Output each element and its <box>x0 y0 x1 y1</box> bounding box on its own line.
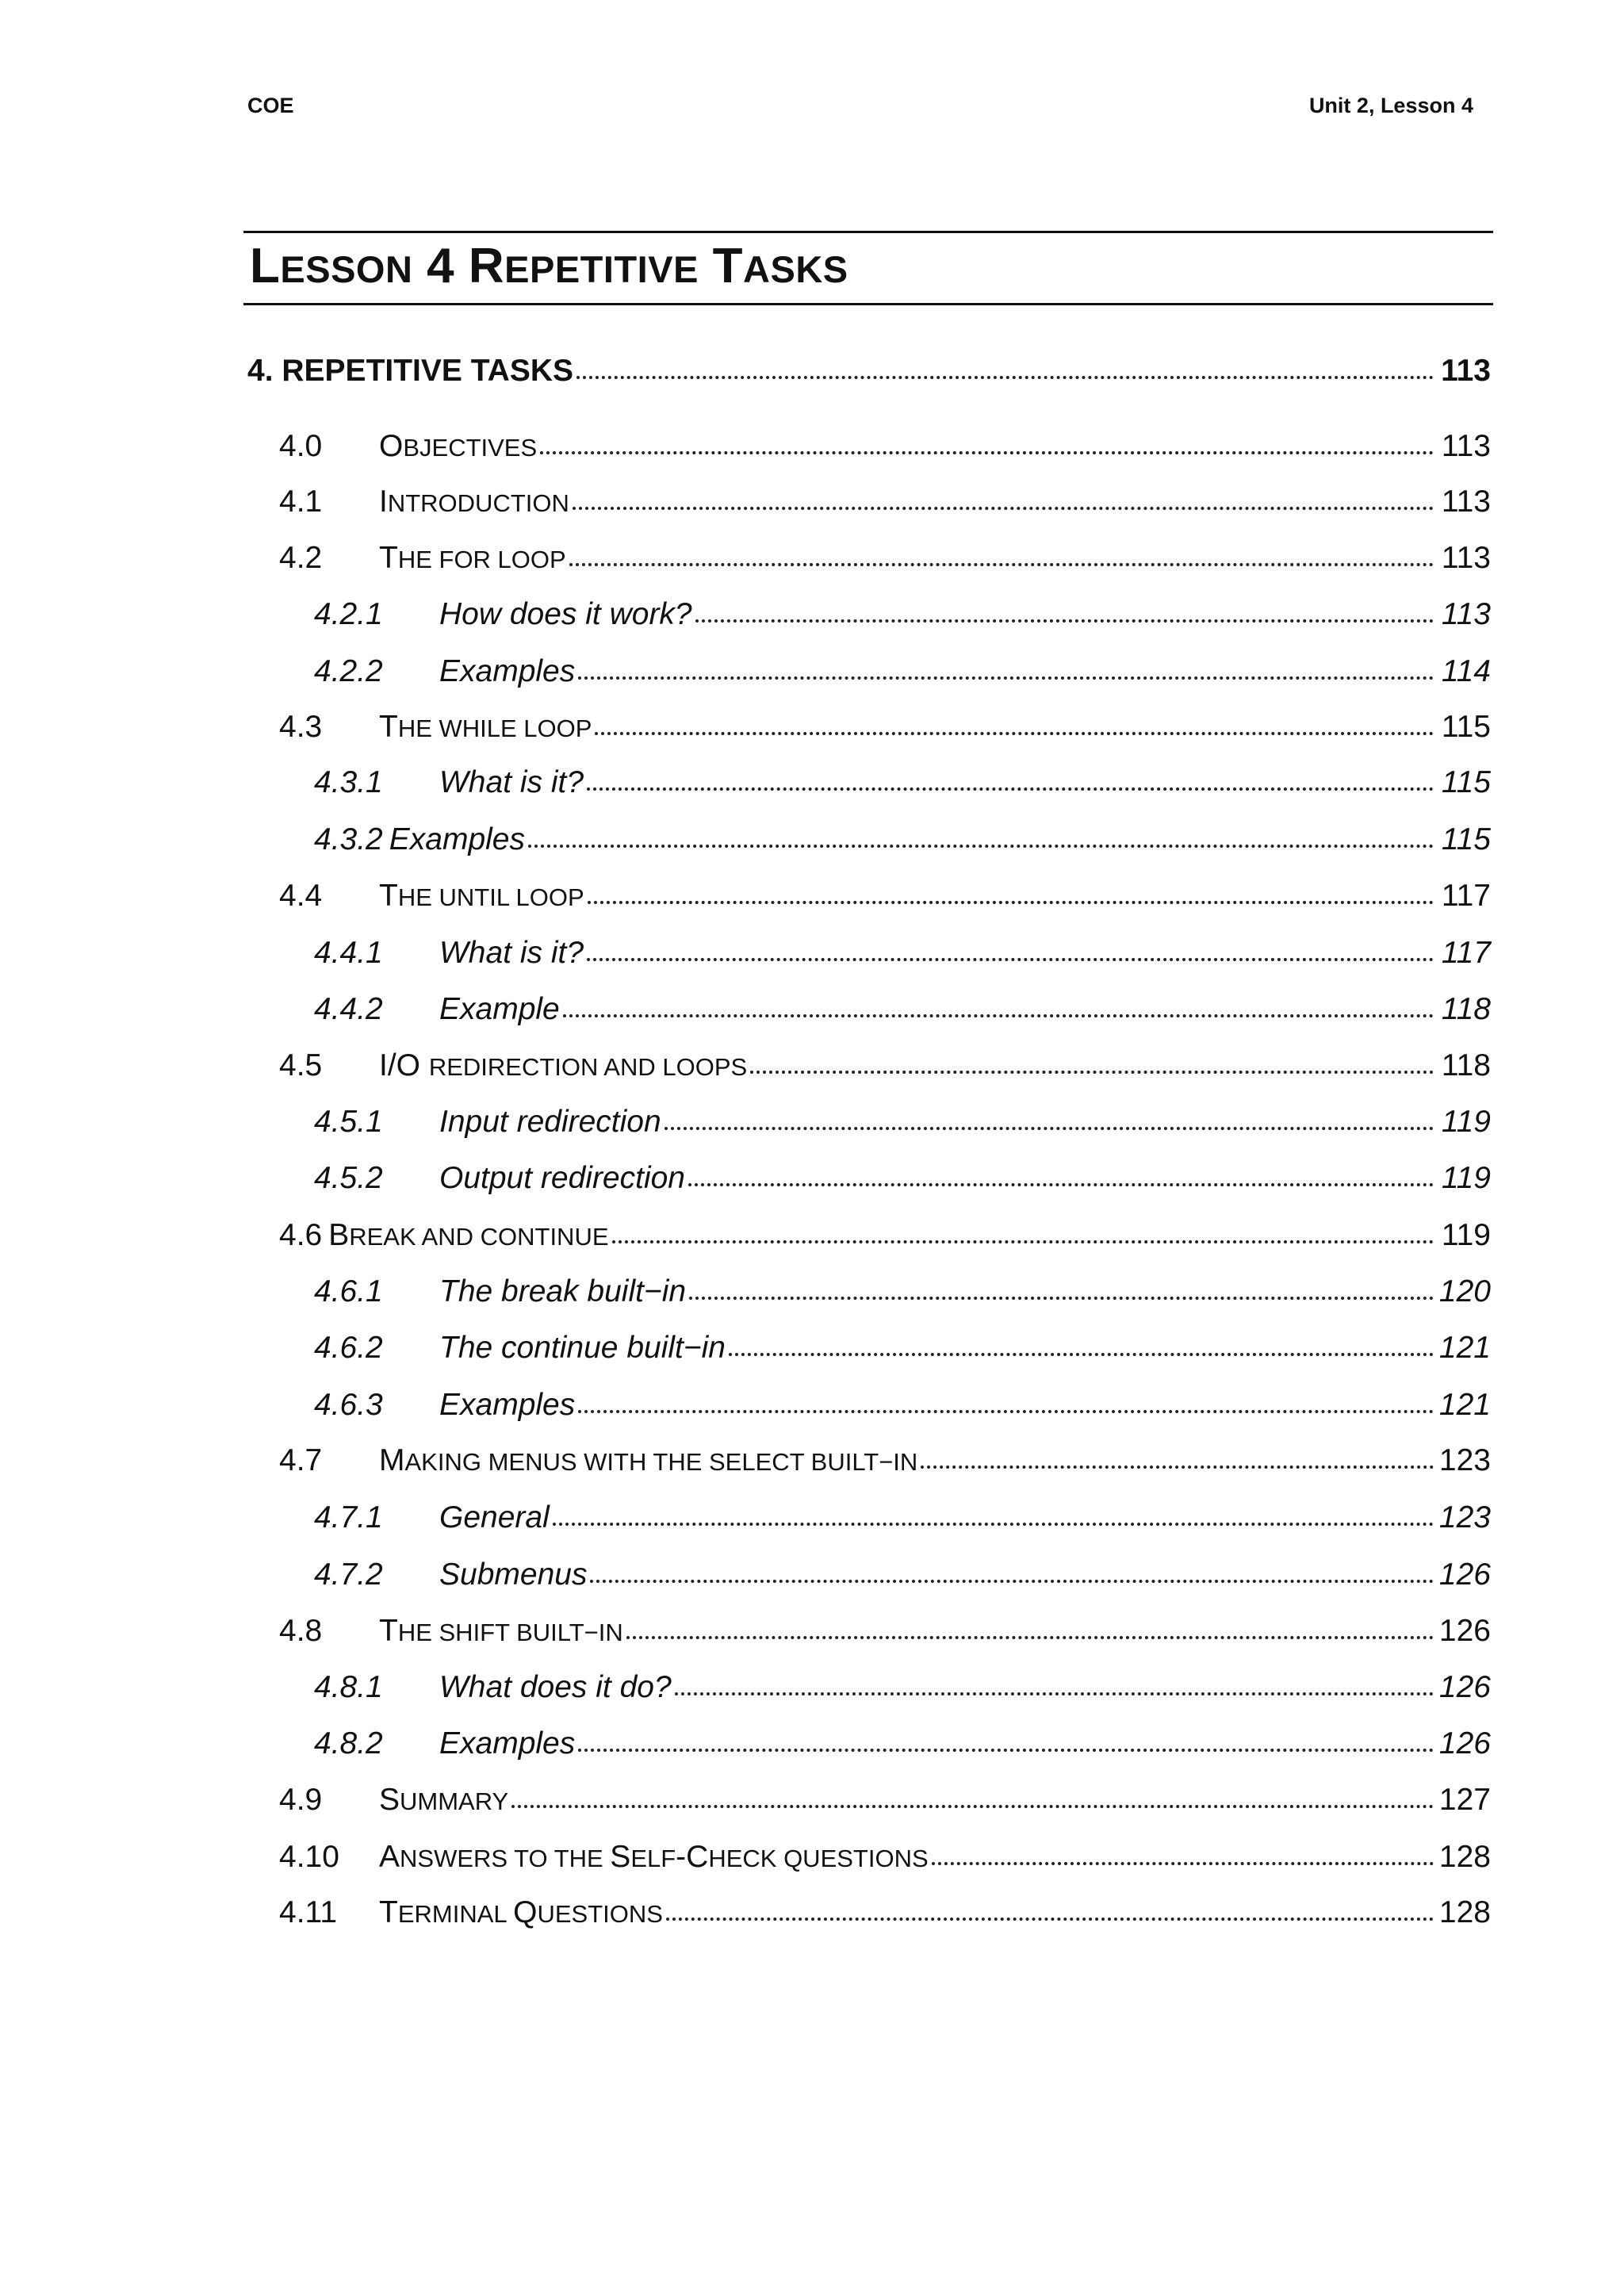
toc-entry-title: THE SHIFT BUILT−IN <box>379 1614 623 1648</box>
toc-leader-dots <box>675 1692 1434 1695</box>
toc-entry[interactable] <box>247 597 1491 645</box>
toc-entry-number: 4.5.1 <box>314 1105 383 1139</box>
toc-leader-dots <box>578 1410 1434 1413</box>
toc-entry-page: 113 <box>1441 597 1491 631</box>
toc-leader-dots <box>569 563 1434 566</box>
toc-entry[interactable] <box>247 710 1491 757</box>
toc-entry-title: Output redirection <box>439 1161 686 1195</box>
toc-leader-dots <box>540 451 1434 454</box>
toc-entry[interactable] <box>247 1614 1491 1661</box>
toc-entry[interactable] <box>247 765 1491 813</box>
toc-entry-page: 113 <box>1441 485 1491 519</box>
toc-leader-dots <box>688 1183 1434 1186</box>
toc-entry-number: 4.4 <box>279 879 323 913</box>
toc-entry-number: 4.3 <box>279 710 323 744</box>
toc-entry[interactable] <box>247 1895 1491 1943</box>
toc-entry[interactable] <box>247 485 1491 532</box>
toc-entry-page: 115 <box>1441 710 1491 744</box>
toc-leader-dots <box>695 619 1434 623</box>
toc-entry[interactable] <box>247 1557 1491 1605</box>
toc-entry[interactable] <box>247 541 1491 588</box>
toc-entry-page: 115 <box>1441 822 1491 856</box>
toc-entry-page: 118 <box>1441 1048 1491 1082</box>
toc-entry-title: What is it? <box>439 765 584 799</box>
toc-leader-dots <box>563 1014 1434 1017</box>
toc-entry-number: 4.2.2 <box>314 654 383 688</box>
toc-leader-dots <box>612 1240 1434 1243</box>
toc-entry-page: 127 <box>1438 1783 1491 1817</box>
toc-entry-number: 4.6.3 <box>314 1388 383 1422</box>
toc-entry[interactable] <box>247 1726 1491 1774</box>
toc-leader-dots <box>587 958 1434 961</box>
toc-leader-dots <box>921 1466 1434 1469</box>
toc-entry-title: Examples <box>439 1726 576 1761</box>
toc-entry[interactable] <box>247 354 1491 401</box>
toc-leader-dots <box>590 1580 1434 1583</box>
toc-leader-dots <box>587 787 1434 791</box>
toc-leader-dots <box>665 1127 1434 1130</box>
toc-entry-number: 4.1 <box>279 485 323 519</box>
toc-leader-dots <box>553 1523 1434 1526</box>
toc-entry-title: Input redirection <box>439 1105 661 1139</box>
toc-entry-page: 126 <box>1438 1726 1491 1761</box>
toc-leader-dots <box>576 376 1434 379</box>
toc-entry-number: 4.7.1 <box>314 1500 383 1534</box>
toc-entry-number: 4.8.1 <box>314 1670 383 1704</box>
toc-entry-title: The break built−in <box>439 1274 687 1308</box>
toc-entry-title: MAKING MENUS WITH THE SELECT BUILT−IN <box>379 1443 918 1477</box>
toc-entry-title: How does it work? <box>439 597 692 631</box>
toc-entry[interactable] <box>247 992 1491 1040</box>
toc-entry-page: 126 <box>1438 1614 1491 1648</box>
toc-entry[interactable] <box>247 1218 1491 1266</box>
toc-entry-page: 114 <box>1441 654 1491 688</box>
toc-entry-page: 113 <box>1441 429 1491 463</box>
toc-entry[interactable] <box>247 1048 1491 1096</box>
toc-leader-dots <box>666 1918 1434 1921</box>
toc-entry[interactable] <box>247 1500 1491 1548</box>
toc-entry[interactable] <box>247 1388 1491 1435</box>
toc-entry-number: 4.2.1 <box>314 597 383 631</box>
toc-leader-dots <box>626 1636 1434 1639</box>
lesson-title-block <box>243 231 1493 305</box>
toc-entry-title: ANSWERS TO THE SELF-CHECK QUESTIONS <box>379 1840 929 1874</box>
toc-leader-dots <box>573 507 1434 510</box>
toc-leader-dots <box>588 901 1434 904</box>
toc-entry-number: 4.9 <box>279 1783 323 1817</box>
toc-entry-title: Examples <box>439 654 576 688</box>
toc-entry-page: 117 <box>1441 879 1491 913</box>
toc-entry-title: THE WHILE LOOP <box>379 710 592 744</box>
toc-leader-dots <box>689 1297 1434 1300</box>
toc-entry-number: 4.6 <box>279 1218 323 1252</box>
toc-entry-title: I/O REDIRECTION AND LOOPS <box>379 1048 748 1082</box>
toc-entry[interactable] <box>247 1105 1491 1152</box>
toc-entry-number: 4.11 <box>279 1895 338 1929</box>
toc-entry-page: 117 <box>1441 936 1491 970</box>
toc-entry-page: 115 <box>1441 765 1491 799</box>
toc-entry-title: The continue built−in <box>439 1331 726 1365</box>
toc-entry-number: 4.8.2 <box>314 1726 383 1761</box>
toc-entry-title: THE FOR LOOP <box>379 541 566 575</box>
toc-entry-number: 4.3.1 <box>314 765 383 799</box>
toc-entry-title: Submenus <box>439 1557 588 1592</box>
toc-entry-number: 4.5 <box>279 1048 323 1082</box>
toc-entry-number: 4.10 <box>279 1840 339 1874</box>
toc-entry[interactable] <box>247 1783 1491 1830</box>
toc-entry-page: 113 <box>1441 541 1491 575</box>
toc-entry-title: Example <box>439 992 560 1026</box>
toc-entry-number: 4.7.2 <box>314 1557 383 1592</box>
header-unit-lesson: Unit 2, Lesson 4 <box>1308 94 1473 117</box>
toc-entry[interactable] <box>247 1670 1491 1718</box>
toc-entry-number: 4.4.1 <box>314 936 383 970</box>
toc-entry[interactable] <box>247 1840 1491 1887</box>
toc-entry-page: 128 <box>1438 1840 1491 1874</box>
toc-entry-number: 4.2 <box>279 541 323 575</box>
toc-entry-number: 4.6.1 <box>314 1274 383 1308</box>
toc-entry[interactable] <box>247 654 1491 702</box>
toc-entry-number: 4.8 <box>279 1614 323 1648</box>
toc-entry-page: 126 <box>1438 1670 1491 1704</box>
toc-entry[interactable] <box>247 1274 1491 1322</box>
toc-entry-page: 113 <box>1441 354 1491 388</box>
lesson-title: LESSON 4 REPETITIVE TASKS <box>250 239 848 293</box>
toc-entry[interactable] <box>247 879 1491 926</box>
toc-entry-title: What is it? <box>439 936 584 970</box>
toc-leader-dots <box>578 1749 1434 1752</box>
toc-entry-title: 4. REPETITIVE TASKS <box>247 354 574 388</box>
header-course-code: COE <box>247 94 294 117</box>
toc-leader-dots <box>578 676 1434 680</box>
toc-entry-title: TERMINAL QUESTIONS <box>379 1895 663 1929</box>
toc-entry-page: 119 <box>1441 1218 1491 1252</box>
toc-entry-page: 121 <box>1438 1388 1491 1422</box>
toc-entry-title: General <box>439 1500 550 1534</box>
toc-leader-dots <box>595 732 1434 735</box>
toc-entry[interactable] <box>247 1331 1491 1378</box>
toc-entry[interactable] <box>247 1161 1491 1209</box>
toc-entry-number: 4.4.2 <box>314 992 383 1026</box>
toc-entry-title: What does it do? <box>439 1670 672 1704</box>
toc-entry-title: INTRODUCTION <box>379 485 569 519</box>
toc-entry-page: 119 <box>1441 1161 1491 1195</box>
toc-entry-title: BREAK AND CONTINUE <box>328 1218 609 1252</box>
toc-entry-title: THE UNTIL LOOP <box>379 879 584 913</box>
toc-entry[interactable] <box>247 936 1491 983</box>
toc-leader-dots <box>750 1071 1434 1074</box>
toc-leader-dots <box>511 1805 1434 1808</box>
toc-leader-dots <box>528 845 1434 848</box>
toc-entry-page: 126 <box>1438 1557 1491 1592</box>
toc-entry-number: 4.7 <box>279 1443 323 1477</box>
toc-entry-page: 120 <box>1438 1274 1491 1308</box>
toc-entry[interactable] <box>247 822 1491 870</box>
toc-entry[interactable] <box>247 1443 1491 1491</box>
toc-entry-number: 4.5.2 <box>314 1161 383 1195</box>
toc-entry-number: 4.3.2 <box>314 822 383 856</box>
toc-leader-dots <box>932 1862 1434 1865</box>
toc-leader-dots <box>729 1353 1434 1356</box>
toc-entry-page: 128 <box>1438 1895 1491 1929</box>
toc-entry-number: 4.6.2 <box>314 1331 383 1365</box>
toc-entry[interactable] <box>247 429 1491 477</box>
toc-entry-title: Examples <box>389 822 525 856</box>
toc-entry-page: 123 <box>1438 1443 1491 1477</box>
toc-entry-page: 118 <box>1441 992 1491 1026</box>
toc-entry-page: 121 <box>1438 1331 1491 1365</box>
toc-entry-title: Examples <box>439 1388 576 1422</box>
toc-entry-page: 119 <box>1441 1105 1491 1139</box>
toc-entry-title: SUMMARY <box>379 1783 509 1817</box>
toc-entry-page: 123 <box>1438 1500 1491 1534</box>
toc-entry-number: 4.0 <box>279 429 323 463</box>
toc-entry-title: OBJECTIVES <box>379 429 538 463</box>
